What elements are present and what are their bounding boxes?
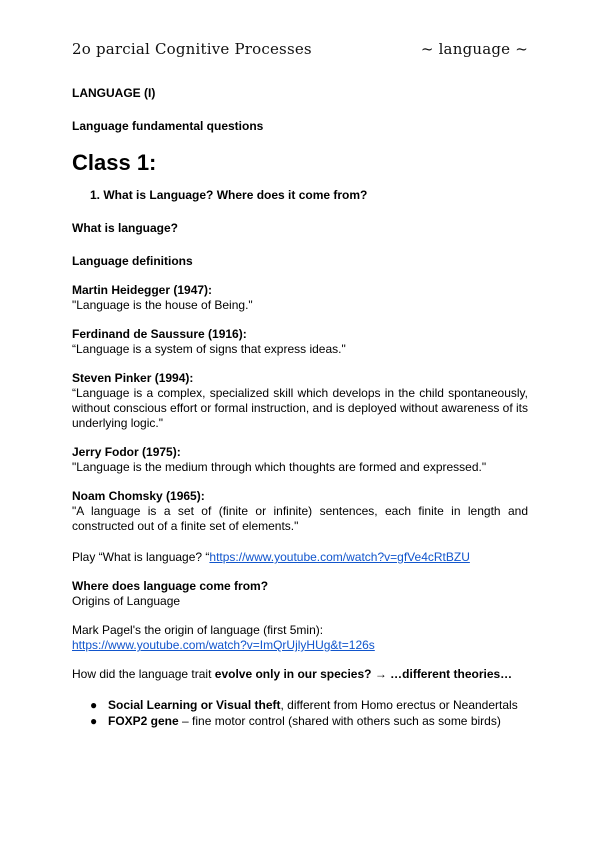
definitions-heading: Language definitions	[72, 254, 193, 268]
definition-author: Ferdinand de Saussure (1916):	[72, 327, 247, 341]
pagel-text: Mark Pagel's the origin of language (first 5min):	[72, 623, 324, 637]
play-prefix: Play “What is language? “	[72, 550, 210, 564]
definition-quote: "A language is a set of (finite or infinite) sentences, each finite in length and constructed out of a finite set of elements."	[72, 504, 528, 533]
definition-quote: “Language is a system of signs that express ideas."	[72, 342, 346, 356]
header-left-title: 2o parcial Cognitive Processes	[72, 40, 312, 58]
definition-author: Noam Chomsky (1965):	[72, 489, 205, 503]
numbered-question	[72, 188, 528, 203]
theory-detail: – fine motor control (shared with others such as some birds)	[178, 714, 501, 728]
header-right-topic: ~ language ~	[420, 40, 528, 58]
list-item	[72, 698, 528, 713]
bullet-icon: ●	[90, 714, 98, 728]
evolution-bold: evolve only in our species? → …different theories…	[214, 667, 513, 681]
youtube-link-what-is-language[interactable]: https://www.youtube.com/watch?v=gfVe4cRtBZU	[209, 550, 470, 564]
document-subtitle: Language fundamental questions	[72, 119, 264, 133]
theory-name: Social Learning or Visual theft	[108, 698, 281, 712]
definition-quote: “Language is a complex, specialized skill which develops in the child spontaneously, without conscious effort or formal instruction, and is deployed without awareness of its underlying logic."	[72, 386, 529, 430]
theories-list	[72, 698, 528, 729]
origins-label: Origins of Language	[72, 594, 181, 608]
theory-detail: , different from Homo erectus or Neandertals	[280, 698, 518, 712]
document-title: LANGUAGE (I)	[72, 86, 156, 100]
youtube-link-pagel[interactable]: https://www.youtube.com/watch?v=ImQrUjlyHUg&t=126s	[72, 638, 375, 652]
class-heading: Class 1:	[72, 150, 157, 175]
bullet-icon: ●	[90, 698, 98, 712]
document-body	[72, 86, 528, 730]
evolution-prefix: How did the language trait	[72, 667, 215, 681]
question-number: 1.	[90, 188, 101, 202]
definition-author: Jerry Fodor (1975):	[72, 445, 181, 459]
evolution-question	[72, 667, 528, 682]
definition-fodor	[72, 445, 528, 475]
definition-author: Martin Heidegger (1947):	[72, 283, 213, 297]
list-item	[72, 714, 528, 729]
definition-pinker	[72, 371, 528, 431]
play-video-line	[72, 550, 528, 565]
question-text: What is Language? Where does it come from?	[103, 188, 368, 202]
theory-name: FOXP2 gene	[108, 714, 179, 728]
definition-quote: "Language is the house of Being."	[72, 298, 253, 312]
what-is-language-heading: What is language?	[72, 221, 179, 235]
definition-quote: "Language is the medium through which thoughts are formed and expressed."	[72, 460, 487, 474]
definition-saussure	[72, 327, 528, 357]
where-heading: Where does language come from?	[72, 579, 269, 593]
definition-author: Steven Pinker (1994):	[72, 371, 194, 385]
definition-chomsky	[72, 489, 528, 534]
definition-heidegger	[72, 283, 528, 313]
